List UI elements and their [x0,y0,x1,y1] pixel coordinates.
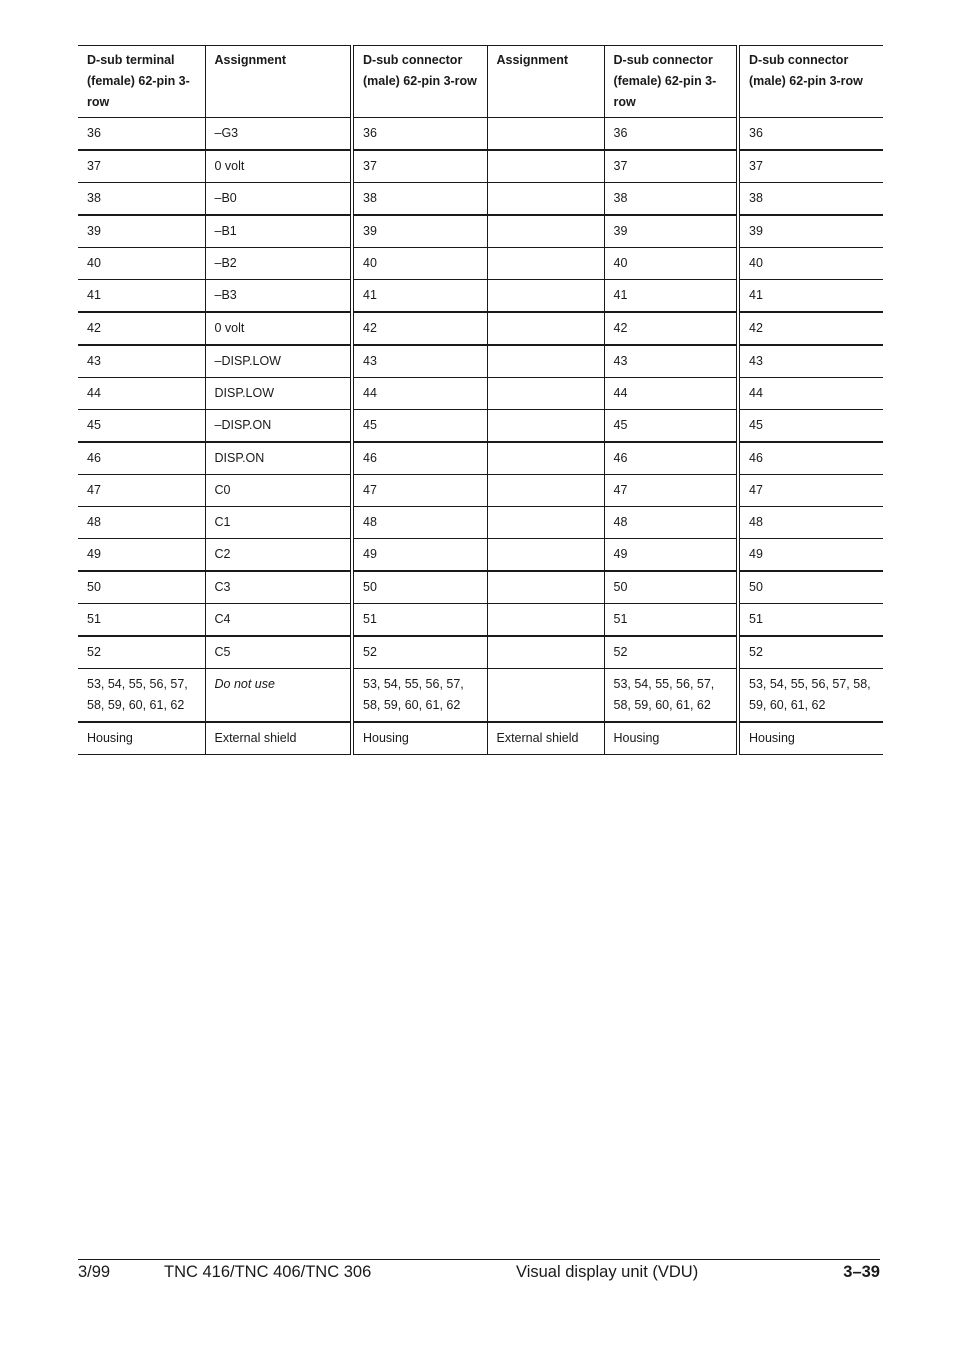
table-row [78,118,883,151]
cell-assignment-1: –G3 [205,118,352,151]
cell-pin-female-connector: 45 [604,410,738,443]
cell-pin-male-connector-2: 49 [738,539,883,572]
cell-pin-female-terminal: 50 [78,571,205,604]
table-row [78,507,883,539]
table-row [78,475,883,507]
table-row [78,410,883,443]
cell-pin-female-connector: 43 [604,345,738,378]
table-row [78,722,883,755]
table-row [78,345,883,378]
cell-pin-male-connector-2: 36 [738,118,883,151]
footer-date: 3/99 [78,1263,111,1281]
cell-pin-female-connector: 50 [604,571,738,604]
cell-pin-male-connector-1: 36 [352,118,487,151]
table-row [78,312,883,345]
cell-pin-male-connector-1: 49 [352,539,487,572]
cell-pin-male-connector-2: 52 [738,636,883,669]
cell-assignment-2 [487,248,604,280]
cell-assignment-2 [487,571,604,604]
cell-pin-male-connector-1: 48 [352,507,487,539]
cell-assignment-1: –B2 [205,248,352,280]
cell-pin-female-connector: 44 [604,378,738,410]
table-body [78,118,883,755]
cell-pin-male-connector-2: 51 [738,604,883,637]
cell-assignment-2 [487,410,604,443]
cell-pin-female-terminal: 36 [78,118,205,151]
cell-assignment-1: External shield [205,722,352,755]
cell-pin-male-connector-1: 39 [352,215,487,248]
header-dsub-connector-male-2: D-sub connector (male) 62-pin 3-row [738,46,883,118]
cell-pin-female-connector: 40 [604,248,738,280]
footer-page-number: 3–39 [843,1263,880,1281]
cell-pin-male-connector-1: 43 [352,345,487,378]
cell-assignment-2 [487,636,604,669]
table-row [78,539,883,572]
cell-assignment-1: DISP.ON [205,442,352,475]
cell-assignment-2 [487,507,604,539]
cell-pin-male-connector-2: 44 [738,378,883,410]
cell-pin-female-connector: 39 [604,215,738,248]
cell-assignment-2 [487,475,604,507]
cell-pin-female-terminal: 51 [78,604,205,637]
cell-pin-male-connector-1: 37 [352,150,487,183]
table-row [78,571,883,604]
table-row [78,248,883,280]
cell-pin-female-terminal: 48 [78,507,205,539]
header-assignment-2: Assignment [487,46,604,118]
cell-pin-female-connector: 37 [604,150,738,183]
footer-rule [78,1259,880,1260]
table-row [78,442,883,475]
table-row [78,280,883,313]
cell-pin-female-terminal: Housing [78,722,205,755]
cell-assignment-2 [487,215,604,248]
cell-pin-female-terminal: 41 [78,280,205,313]
cell-assignment-1: DISP.LOW [205,378,352,410]
cell-assignment-2 [487,312,604,345]
table-row [78,215,883,248]
header-assignment-1: Assignment [205,46,352,118]
cell-pin-female-terminal: 39 [78,215,205,248]
cell-pin-female-connector: 49 [604,539,738,572]
cell-pin-male-connector-2: 47 [738,475,883,507]
cell-assignment-1: C2 [205,539,352,572]
table-row [78,604,883,637]
cell-assignment-1: C5 [205,636,352,669]
cell-pin-male-connector-1: 38 [352,183,487,216]
cell-assignment-2 [487,378,604,410]
cell-assignment-2 [487,604,604,637]
cell-assignment-1: 0 volt [205,150,352,183]
cell-pin-male-connector-1: 50 [352,571,487,604]
footer-section-title: Visual display unit (VDU) [516,1263,699,1281]
cell-pin-female-connector: 53, 54, 55, 56, 57, 58, 59, 60, 61, 62 [604,669,738,723]
cell-assignment-2: External shield [487,722,604,755]
header-dsub-connector-female: D-sub connector (female) 62-pin 3-row [604,46,738,118]
cell-pin-female-terminal: 42 [78,312,205,345]
cell-pin-female-terminal: 45 [78,410,205,443]
cell-pin-male-connector-2: 48 [738,507,883,539]
table-row [78,669,883,723]
cell-pin-female-connector: 46 [604,442,738,475]
cell-pin-female-terminal: 46 [78,442,205,475]
cell-pin-male-connector-1: 51 [352,604,487,637]
cell-pin-female-terminal: 53, 54, 55, 56, 57, 58, 59, 60, 61, 62 [78,669,205,723]
header-dsub-terminal-female: D-sub terminal (female) 62-pin 3-row [78,46,205,118]
table-header-row [78,46,883,118]
cell-pin-female-terminal: 43 [78,345,205,378]
cell-pin-male-connector-2: 38 [738,183,883,216]
cell-pin-female-terminal: 38 [78,183,205,216]
cell-assignment-2 [487,669,604,723]
cell-assignment-1: 0 volt [205,312,352,345]
cell-pin-male-connector-1: 41 [352,280,487,313]
cell-pin-male-connector-1: 53, 54, 55, 56, 57, 58, 59, 60, 61, 62 [352,669,487,723]
cell-assignment-2 [487,539,604,572]
cell-assignment-1: C3 [205,571,352,604]
cell-assignment-2 [487,442,604,475]
cell-pin-female-connector: 48 [604,507,738,539]
cell-assignment-2 [487,183,604,216]
header-dsub-connector-male-1: D-sub connector (male) 62-pin 3-row [352,46,487,118]
cell-assignment-1: –DISP.ON [205,410,352,443]
cell-pin-male-connector-1: 52 [352,636,487,669]
cell-pin-male-connector-2: 42 [738,312,883,345]
cell-pin-male-connector-2: 45 [738,410,883,443]
table-row [78,378,883,410]
cell-pin-male-connector-2: 43 [738,345,883,378]
cell-pin-female-terminal: 40 [78,248,205,280]
cell-pin-male-connector-1: 44 [352,378,487,410]
pin-assignment-table [78,45,883,755]
cell-assignment-2 [487,150,604,183]
cell-assignment-1: C1 [205,507,352,539]
cell-pin-female-connector: Housing [604,722,738,755]
cell-pin-female-connector: 52 [604,636,738,669]
cell-assignment-1: –B1 [205,215,352,248]
cell-assignment-1: C0 [205,475,352,507]
table-row [78,636,883,669]
cell-pin-female-connector: 42 [604,312,738,345]
cell-pin-female-connector: 41 [604,280,738,313]
cell-pin-female-connector: 51 [604,604,738,637]
cell-assignment-1: –B0 [205,183,352,216]
cell-pin-female-terminal: 47 [78,475,205,507]
cell-pin-male-connector-2: Housing [738,722,883,755]
table-row [78,183,883,216]
cell-assignment-1: Do not use [205,669,352,723]
cell-pin-male-connector-1: 47 [352,475,487,507]
cell-pin-female-terminal: 49 [78,539,205,572]
cell-pin-male-connector-1: 46 [352,442,487,475]
footer-model: TNC 416/TNC 406/TNC 306 [164,1263,372,1281]
cell-pin-female-connector: 38 [604,183,738,216]
cell-pin-male-connector-2: 41 [738,280,883,313]
cell-pin-male-connector-2: 37 [738,150,883,183]
cell-assignment-1: C4 [205,604,352,637]
cell-assignment-2 [487,280,604,313]
cell-pin-female-connector: 36 [604,118,738,151]
table-row [78,150,883,183]
cell-pin-male-connector-1: 42 [352,312,487,345]
cell-pin-male-connector-2: 39 [738,215,883,248]
cell-pin-female-terminal: 37 [78,150,205,183]
cell-pin-female-terminal: 52 [78,636,205,669]
cell-pin-male-connector-2: 50 [738,571,883,604]
cell-assignment-1: –B3 [205,280,352,313]
cell-pin-female-terminal: 44 [78,378,205,410]
cell-pin-male-connector-2: 40 [738,248,883,280]
cell-assignment-2 [487,118,604,151]
cell-pin-male-connector-1: 45 [352,410,487,443]
cell-pin-male-connector-1: Housing [352,722,487,755]
cell-pin-female-connector: 47 [604,475,738,507]
cell-pin-male-connector-2: 46 [738,442,883,475]
cell-assignment-1: –DISP.LOW [205,345,352,378]
cell-pin-male-connector-1: 40 [352,248,487,280]
cell-pin-male-connector-2: 53, 54, 55, 56, 57, 58, 59, 60, 61, 62 [738,669,883,723]
cell-assignment-2 [487,345,604,378]
